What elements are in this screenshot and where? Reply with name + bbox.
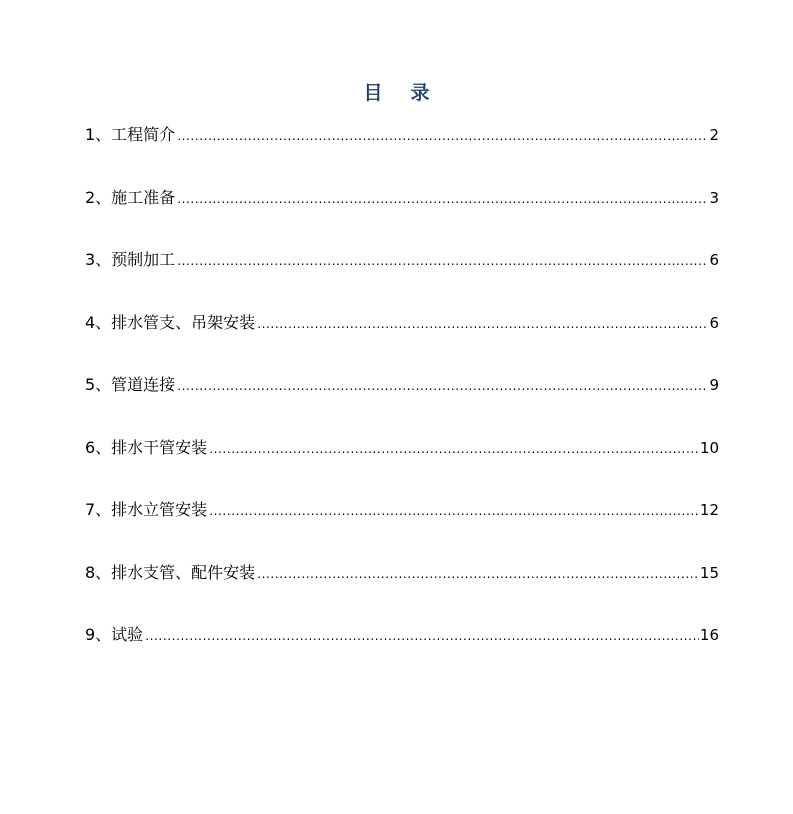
toc-entry-label: 8、排水支管、配件安装 <box>85 562 256 582</box>
toc-title <box>0 78 793 105</box>
toc-entry-page: 9 <box>709 376 719 394</box>
toc-entry-label: 4、排水管支、吊架安装 <box>85 312 256 332</box>
toc-dot-leader <box>177 123 708 149</box>
toc-entry-page: 6 <box>709 313 719 332</box>
toc-entry-page: 6 <box>709 251 719 269</box>
toc-entry-page: 12 <box>699 501 719 519</box>
toc-entry-7[interactable] <box>85 497 719 523</box>
toc-entry-8[interactable] <box>85 560 719 586</box>
toc-entry-page: 10 <box>699 438 719 457</box>
toc-dot-leader <box>209 498 699 524</box>
toc-entry-label: 7、排水立管安装 <box>85 500 208 519</box>
toc-entry-label: 1、工程简介 <box>85 125 176 144</box>
toc-entry-page: 16 <box>699 626 719 644</box>
toc-entry-label: 9、试验 <box>85 625 144 644</box>
toc-entry-page: 15 <box>699 563 719 582</box>
toc-entry-label: 2、施工准备 <box>85 187 176 207</box>
toc-dot-leader <box>257 311 708 337</box>
toc-entry-6[interactable] <box>85 435 719 461</box>
table-of-contents <box>85 122 719 685</box>
toc-dot-leader <box>177 248 708 274</box>
toc-dot-leader <box>257 561 699 587</box>
toc-entry-2[interactable] <box>85 185 719 211</box>
toc-entry-label: 6、排水干管安装 <box>85 437 208 457</box>
toc-entry-page: 2 <box>709 126 719 144</box>
toc-dot-leader <box>177 186 708 212</box>
toc-entry-3[interactable] <box>85 247 719 273</box>
toc-title-char-2: 录 <box>410 82 430 104</box>
toc-dot-leader <box>145 623 699 649</box>
toc-title-char-1: 目 <box>363 82 383 104</box>
toc-entry-page: 3 <box>709 188 719 207</box>
toc-entry-5[interactable] <box>85 372 719 398</box>
toc-entry-9[interactable] <box>85 622 719 648</box>
toc-entry-label: 5、管道连接 <box>85 375 176 394</box>
toc-dot-leader <box>209 436 699 462</box>
toc-entry-1[interactable] <box>85 122 719 148</box>
toc-entry-label: 3、预制加工 <box>85 250 176 269</box>
toc-dot-leader <box>177 373 708 399</box>
toc-entry-4[interactable] <box>85 310 719 336</box>
